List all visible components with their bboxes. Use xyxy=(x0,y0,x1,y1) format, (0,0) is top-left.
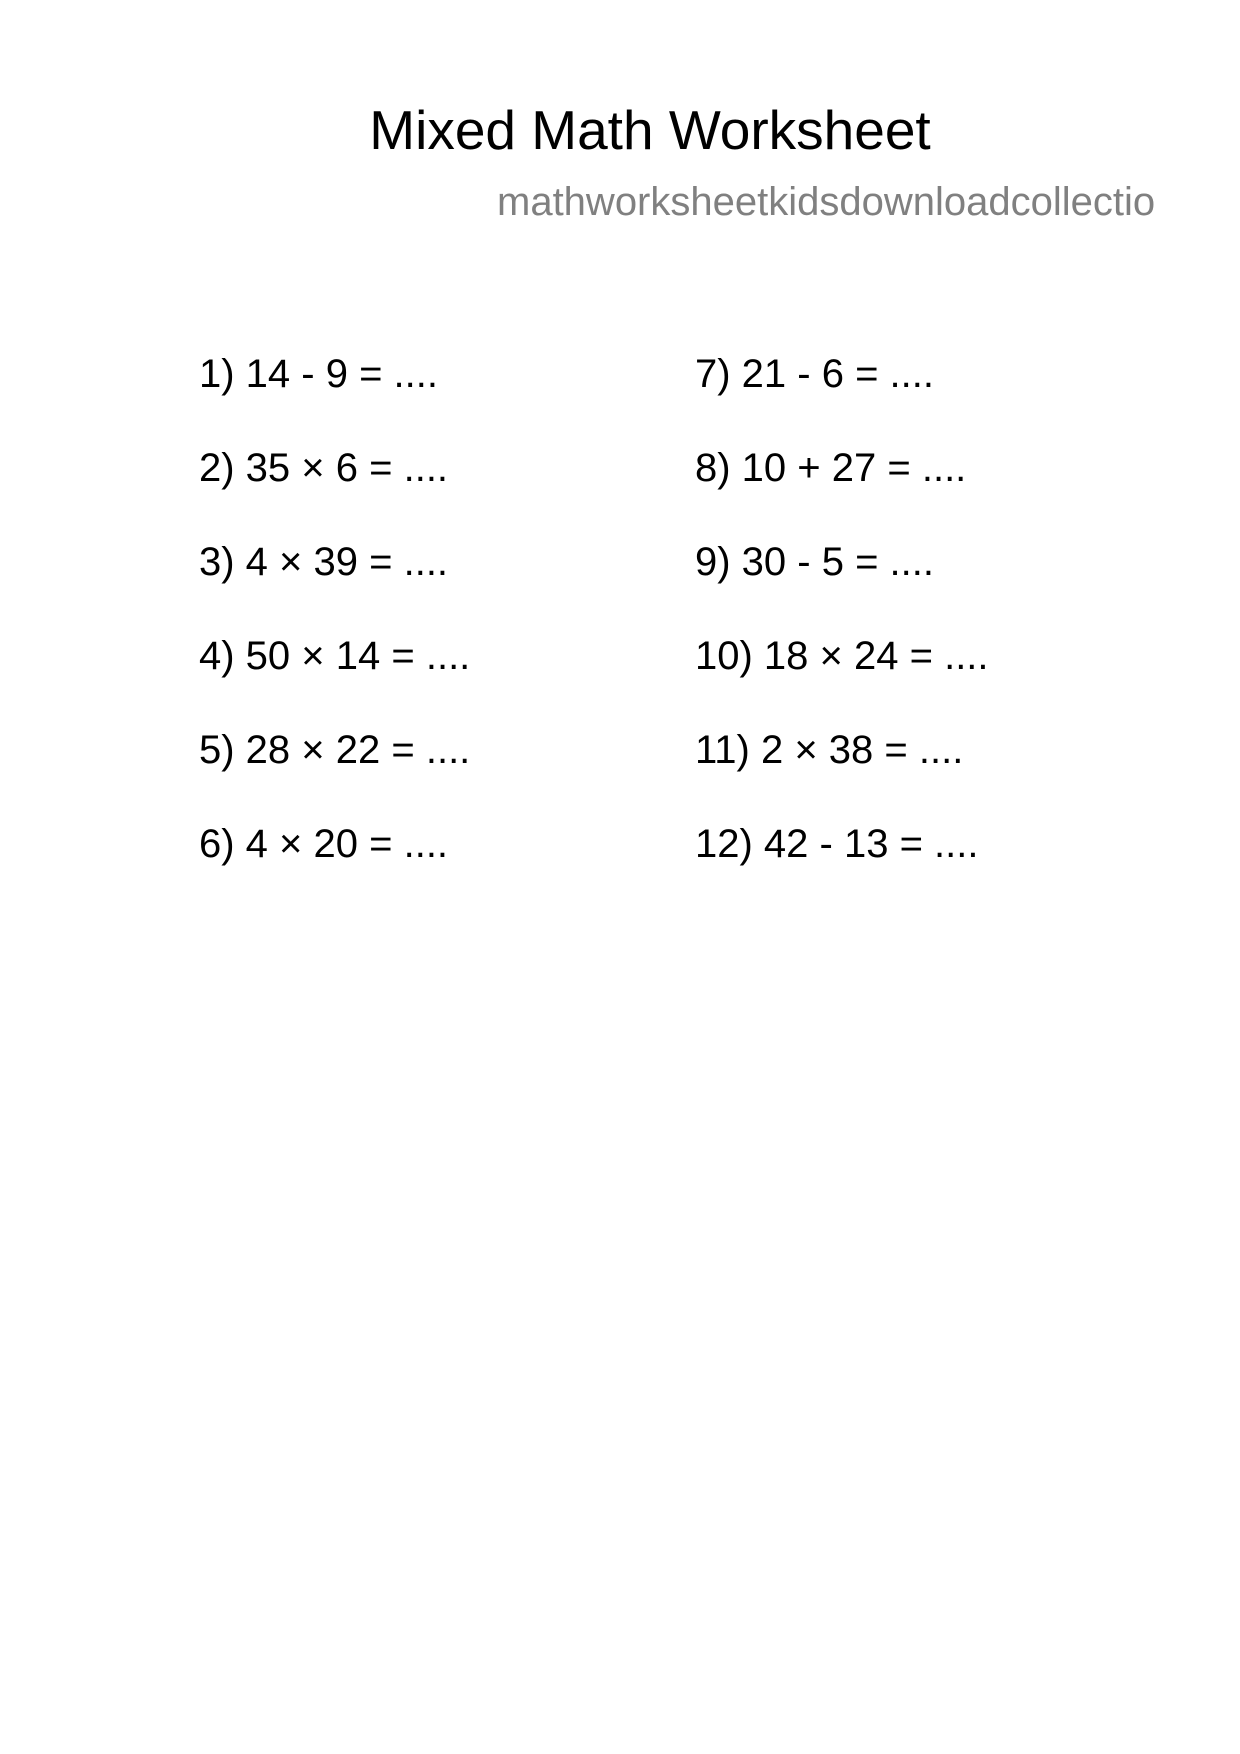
problem-9: 9) 30 - 5 = .... xyxy=(695,540,935,584)
problem-10: 10) 18 × 24 = .... xyxy=(695,634,989,678)
problem-11: 11) 2 × 38 = .... xyxy=(695,728,964,772)
problem-4: 4) 50 × 14 = .... xyxy=(199,634,471,678)
problem-3: 3) 4 × 39 = .... xyxy=(199,540,449,584)
problem-1: 1) 14 - 9 = .... xyxy=(199,352,439,396)
problem-12: 12) 42 - 13 = .... xyxy=(695,822,979,866)
page-title: Mixed Math Worksheet xyxy=(369,99,931,161)
problem-5: 5) 28 × 22 = .... xyxy=(199,728,471,772)
site-watermark: mathworksheetkidsdownloadcollectio xyxy=(497,180,1156,224)
problem-2: 2) 35 × 6 = .... xyxy=(199,446,449,490)
problem-8: 8) 10 + 27 = .... xyxy=(695,446,967,490)
problem-6: 6) 4 × 20 = .... xyxy=(199,822,449,866)
problem-7: 7) 21 - 6 = .... xyxy=(695,352,935,396)
